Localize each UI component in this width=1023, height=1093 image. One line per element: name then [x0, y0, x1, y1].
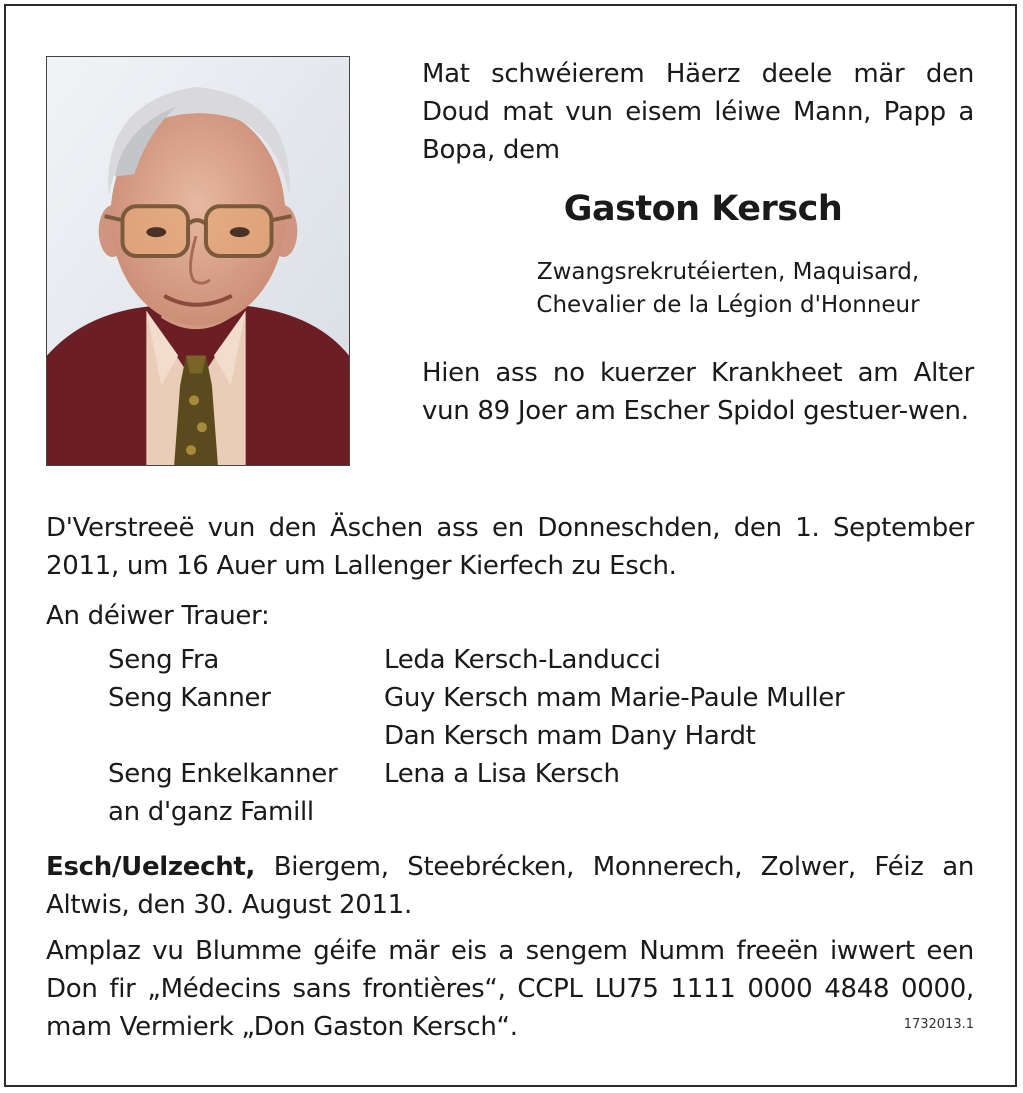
portrait-photo [46, 56, 350, 466]
mourner-relation: an d'ganz Famill [108, 797, 314, 827]
mourner-names [384, 793, 978, 831]
mourner-relation [108, 717, 384, 755]
honors-line-1: Zwangsrekrutéierten, Maquisard, [536, 259, 920, 285]
mourner-row [108, 679, 978, 717]
mourners-list [108, 641, 978, 831]
ceremony-text: D'Verstreeë vun den Äschen ass en Donneschden, den 1. September 2011, um 16 Auer um Lallenger Kierfech zu Esch. [46, 513, 974, 581]
mourners-heading: An déiwer Trauer: [46, 601, 270, 631]
mourner-names: Leda Kersch-Landucci [384, 645, 661, 675]
place-bold: Esch/Uelzecht, [46, 852, 256, 882]
intro-text: Mat schwéierem Häerz deele mär den Doud mat vun eisem léiwe Mann, Papp a Bopa, dem [422, 59, 974, 165]
reference-number: 1732013.1 [903, 1017, 974, 1032]
mourner-names: Lena a Lisa Kersch [384, 759, 620, 789]
passing-text: Hien ass no kuerzer Krankheet am Alter vun 89 Joer am Escher Spidol gestuer-wen. [422, 358, 974, 426]
mourner-row [108, 717, 978, 755]
donation-text: Amplaz vu Blumme géife mär eis a sengem Numm freeën iwwert een Don fir „Médecins sans frontières“, CCPL LU75 1111 0000 4848 0000, mam Vermierk „Don Gaston Kersch“. [46, 936, 974, 1042]
honors-block [422, 256, 974, 322]
mourner-names: Guy Kersch mam Marie-Paule Muller [384, 683, 845, 713]
honors-line-2: Chevalier de la Légion d'Honneur [536, 292, 920, 318]
mourner-relation: Seng Kanner [108, 683, 271, 713]
mourner-row [108, 641, 978, 679]
mourner-relation: Seng Enkelkanner [108, 759, 338, 789]
mourner-row [108, 793, 978, 831]
deceased-name: Gaston Kersch [563, 189, 843, 229]
place-rest: Biergem, Steebrécken, Monnerech, Zolwer, Féiz an Altwis, den 30. August 2011. [46, 852, 974, 920]
mourner-row [108, 755, 978, 793]
mourner-relation: Seng Fra [108, 645, 220, 675]
portrait-illustration [47, 57, 349, 465]
place-date-text [46, 848, 974, 924]
mourner-names: Dan Kersch mam Dany Hardt [384, 721, 756, 751]
